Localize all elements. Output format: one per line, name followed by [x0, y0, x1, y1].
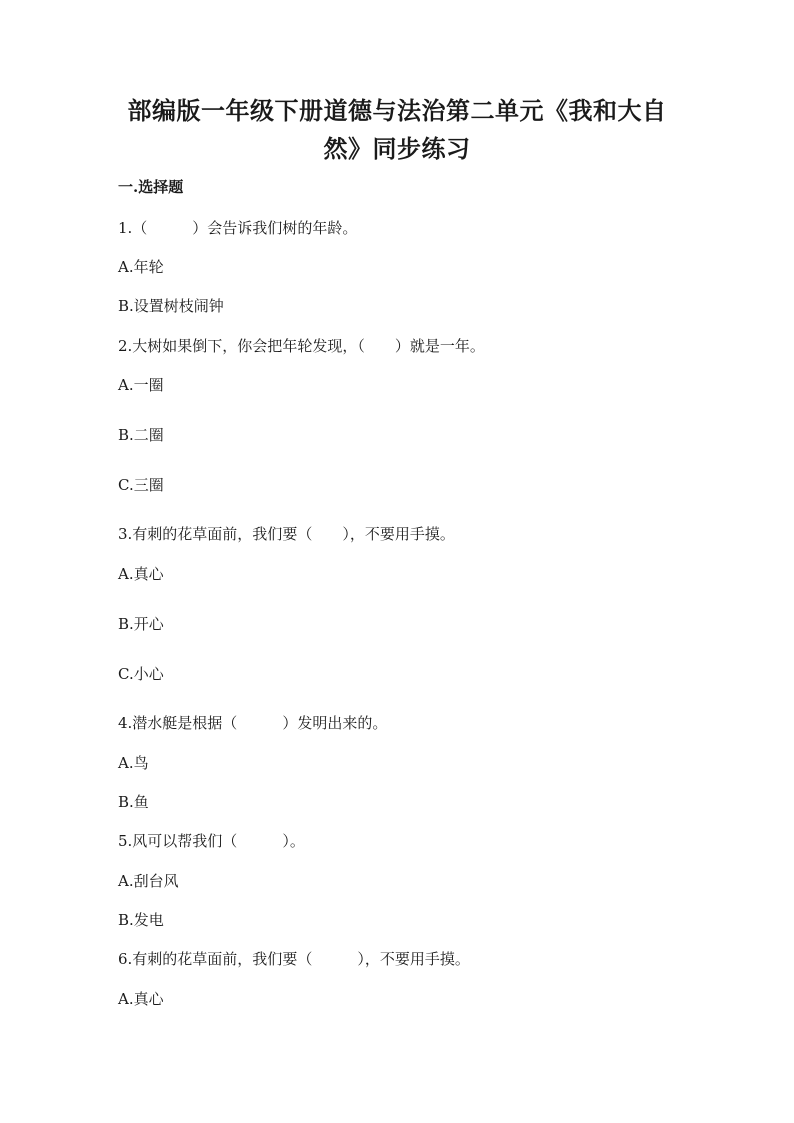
question-2-option-b: B.二圈 [118, 426, 164, 444]
page-title [118, 92, 676, 168]
question-4-option-a: A.鸟 [118, 754, 149, 772]
question-4-option-b: B.鱼 [118, 793, 149, 811]
question-2-option-a: A.一圈 [118, 376, 164, 394]
question-1-stem: 1.（ ）会告诉我们树的年龄。 [118, 219, 358, 237]
question-5-stem: 5.风可以帮我们（ ）。 [118, 832, 305, 850]
question-3-option-b: B.开心 [118, 615, 164, 633]
section-heading: 一.选择题 [118, 178, 184, 196]
question-6-option-a: A.真心 [118, 990, 164, 1008]
question-1-option-a: A.年轮 [118, 258, 164, 276]
question-4-stem: 4.潜水艇是根据（ ）发明出来的。 [118, 714, 388, 732]
question-3-option-c: C.小心 [118, 665, 164, 683]
question-3-option-a: A.真心 [118, 565, 164, 583]
title-line-2: 然》同步练习 [323, 134, 471, 163]
question-3-stem: 3.有刺的花草面前，我们要（ ），不要用手摸。 [118, 525, 455, 543]
question-1-option-b: B.设置树枝闹钟 [118, 297, 224, 315]
question-5-option-a: A.刮台风 [118, 872, 179, 890]
question-6-stem: 6.有刺的花草面前，我们要（ ），不要用手摸。 [118, 950, 470, 968]
title-line-1: 部编版一年级下册道德与法治第二单元《我和大自 [127, 96, 667, 125]
question-2-stem: 2.大树如果倒下，你会把年轮发现，（ ）就是一年。 [118, 337, 485, 355]
question-5-option-b: B.发电 [118, 911, 164, 929]
question-2-option-c: C.三圈 [118, 476, 164, 494]
